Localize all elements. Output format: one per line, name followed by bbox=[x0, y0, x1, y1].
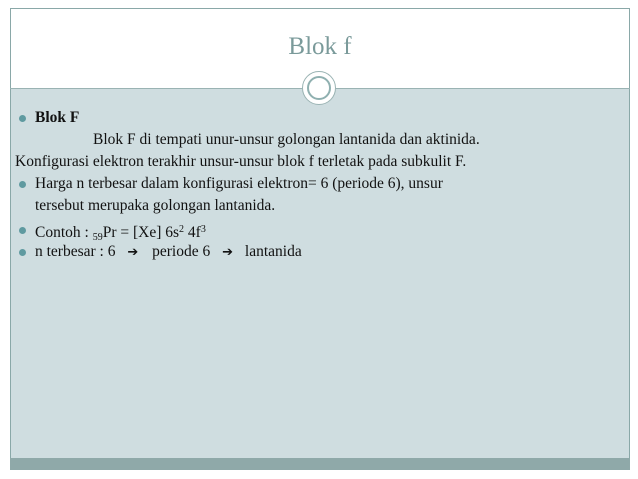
n-terbesar-line bbox=[35, 241, 302, 264]
bullet-icon bbox=[19, 181, 26, 188]
footer-bar bbox=[10, 458, 630, 470]
contoh-formula-2: 4f bbox=[184, 224, 201, 241]
n-terbesar-text: n terbesar : 6 bbox=[35, 243, 116, 260]
heading-blok-f: Blok F bbox=[35, 109, 80, 126]
title-circle-ornament bbox=[302, 71, 336, 105]
slide-title: Blok f bbox=[288, 33, 352, 60]
arrow-right-icon: ➔ bbox=[222, 245, 234, 260]
content-area bbox=[10, 89, 630, 458]
bullet-icon bbox=[19, 115, 26, 122]
periode-text: periode 6 bbox=[152, 243, 211, 260]
bullet-icon bbox=[19, 249, 26, 256]
superscript-s: 2 bbox=[179, 224, 185, 235]
contoh-formula: Pr = [Xe] 6s bbox=[102, 224, 180, 241]
atomic-number: 59 bbox=[92, 232, 103, 243]
harga-line-1: Harga n terbesar dalam konfigurasi elektron= 6 (periode 6), unsur bbox=[35, 175, 443, 192]
paragraph-line-2: Konfigurasi elektron terakhir unsur-unsur blok f terletak pada subkulit F. bbox=[15, 153, 467, 170]
superscript-f: 3 bbox=[200, 224, 206, 235]
circle-inner-ring bbox=[307, 76, 331, 100]
contoh-prefix: Contoh : bbox=[35, 224, 93, 241]
lantanida-text: lantanida bbox=[244, 243, 302, 260]
harga-line-2: tersebut merupaka golongan lantanida. bbox=[35, 197, 276, 214]
arrow-right-icon: ➔ bbox=[127, 245, 139, 260]
bullet-icon bbox=[19, 227, 26, 234]
paragraph-line-1: Blok F di tempati unur-unsur golongan lantanida dan aktinida. bbox=[93, 131, 480, 148]
